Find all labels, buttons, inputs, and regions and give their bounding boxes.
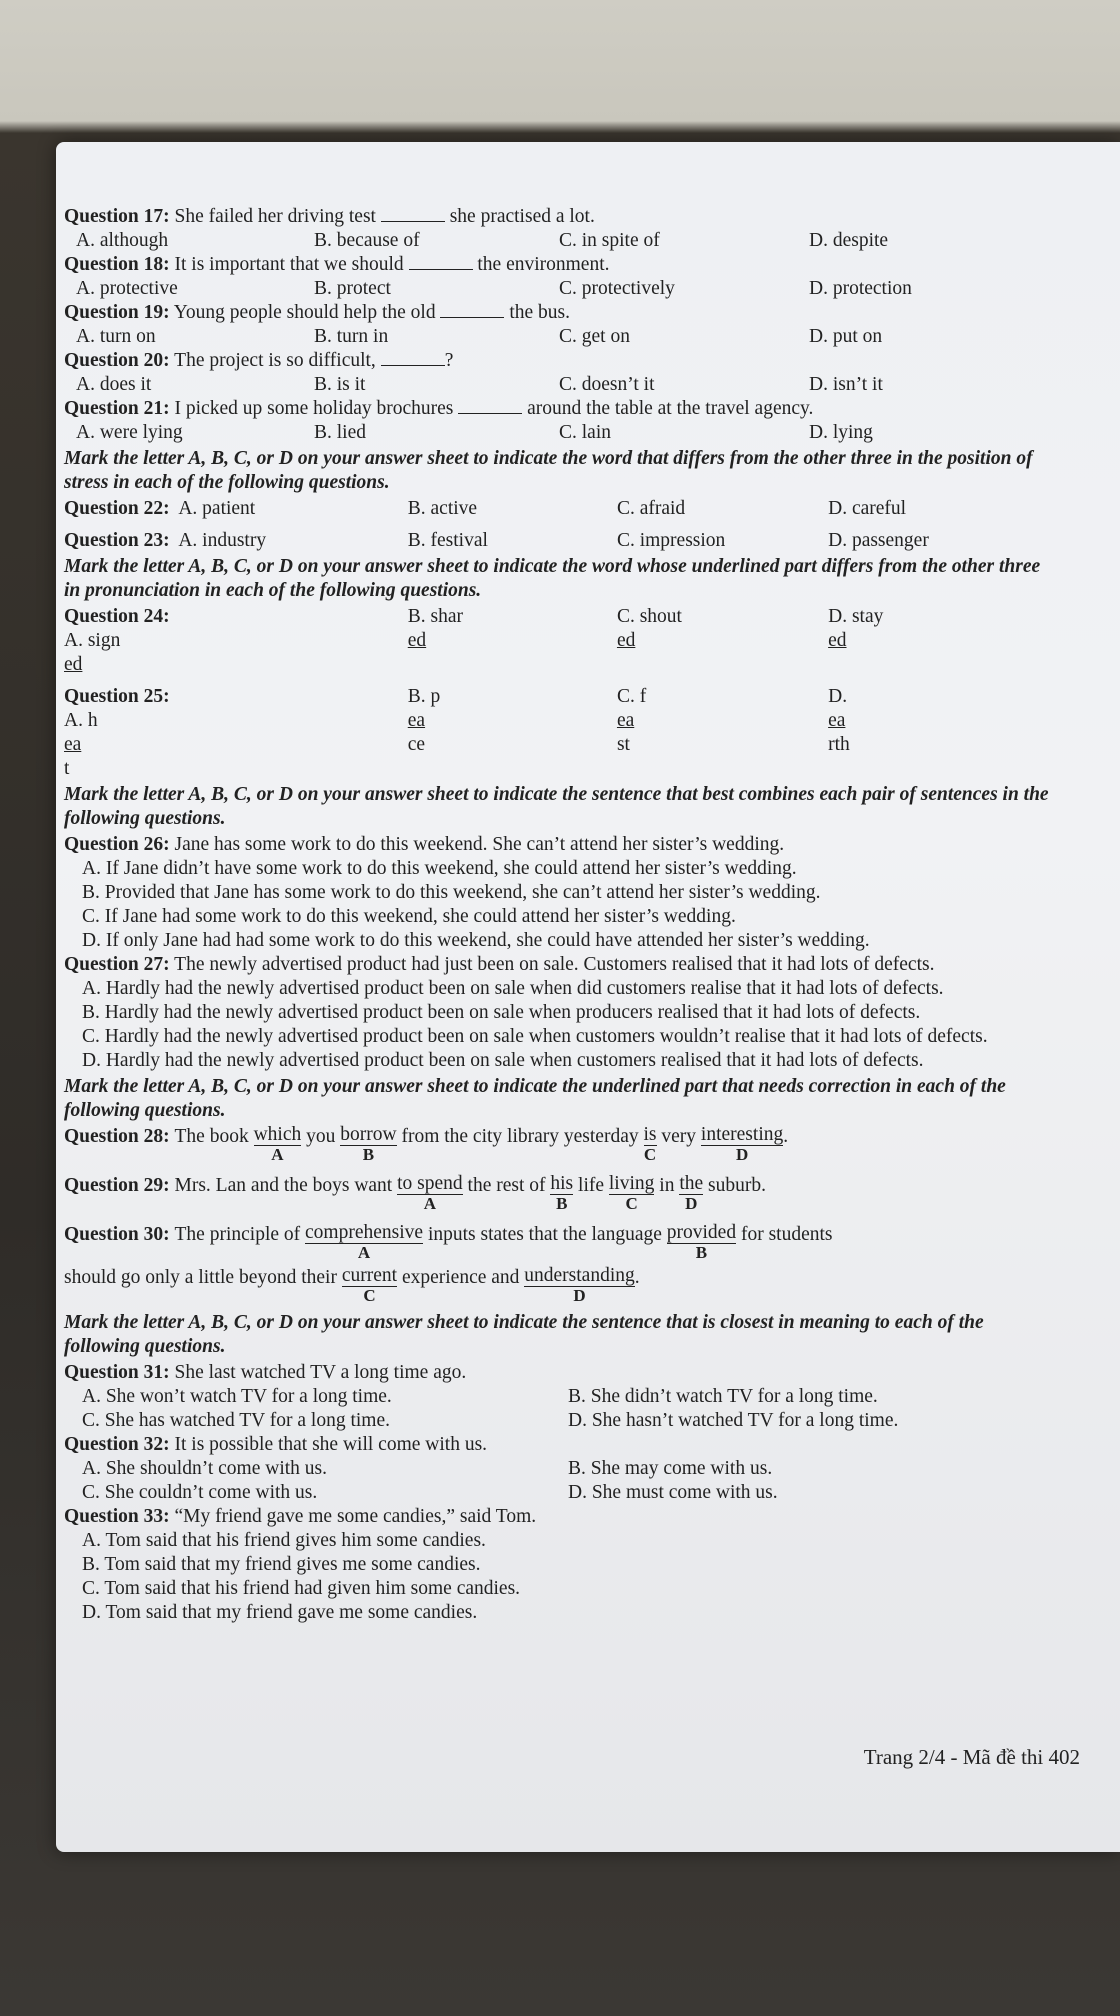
error-option-d: the D xyxy=(679,1173,704,1213)
question-label: Question 25: xyxy=(64,686,170,707)
option-c: C. She has watched TV for a long time. xyxy=(82,1410,390,1431)
sentence-text: the rest of xyxy=(467,1175,546,1196)
question-20 xyxy=(64,349,1054,397)
option-b: B. She didn’t watch TV for a long time. xyxy=(568,1386,878,1407)
sentence-text: should go only a little beyond their xyxy=(64,1267,337,1288)
question-label: Question 30: xyxy=(64,1224,170,1245)
question-label: Question 32: xyxy=(64,1434,170,1455)
question-31 xyxy=(64,1361,1054,1433)
option-a: A. were lying xyxy=(76,422,183,443)
error-option-c: living C xyxy=(608,1173,655,1213)
option-b: B. because of xyxy=(314,230,420,251)
answer-blank xyxy=(440,301,504,318)
sentence-text: The principle of xyxy=(174,1224,301,1245)
option-d: D. ea rth xyxy=(828,686,850,755)
option-c: C. doesn’t it xyxy=(559,374,655,395)
question-label: Question 27: xyxy=(64,954,170,975)
answer-blank xyxy=(409,253,473,270)
question-stem: I picked up some holiday brochures xyxy=(174,398,454,419)
question-label: Question 31: xyxy=(64,1362,170,1383)
option-b: B. Provided that Jane has some work to do this weekend, she can’t attend her sister’s wedding. xyxy=(82,882,821,903)
option-b: B. festival xyxy=(407,530,488,551)
question-stem: the environment. xyxy=(477,254,610,275)
question-26 xyxy=(64,833,1054,953)
question-label: Question 26: xyxy=(64,834,170,855)
option-d: D. lying xyxy=(809,422,873,443)
question-label: Question 17: xyxy=(64,206,170,227)
option-d: D. Tom said that my friend gave me some candies. xyxy=(82,1602,478,1623)
question-label: Question 18: xyxy=(64,254,170,275)
question-18 xyxy=(64,253,1054,301)
option-a: A. If Jane didn’t have some work to do this weekend, she could attend her sister’s wedding. xyxy=(82,858,797,879)
question-stem: the bus. xyxy=(509,302,571,323)
question-30 xyxy=(64,1223,1054,1305)
question-25 xyxy=(64,685,1054,781)
option-d: D. protection xyxy=(809,278,912,299)
question-32 xyxy=(64,1433,1054,1505)
sentence-text: very xyxy=(661,1126,697,1147)
option-c: C. f ea st xyxy=(616,686,647,755)
question-label: Question 21: xyxy=(64,398,170,419)
error-option-d: interesting D xyxy=(700,1124,784,1164)
sentence-text: for students xyxy=(740,1224,833,1245)
error-option-d: understanding D xyxy=(524,1265,635,1305)
option-c: C. protectively xyxy=(559,278,675,299)
question-19 xyxy=(64,301,1054,349)
question-stem: Young people should help the old xyxy=(173,302,436,323)
answer-blank xyxy=(381,205,445,222)
sentence-text: you xyxy=(306,1126,336,1147)
question-21 xyxy=(64,397,1054,445)
question-29 xyxy=(64,1174,1054,1213)
sentence-text: . xyxy=(783,1126,789,1147)
sentence-text: from the city library yesterday xyxy=(401,1126,639,1147)
question-stem: “My friend gave me some candies,” said Tom. xyxy=(174,1506,537,1527)
sentence-text: suburb. xyxy=(708,1175,766,1196)
sentence-text: in xyxy=(659,1175,675,1196)
option-b: B. protect xyxy=(314,278,391,299)
option-a: A. although xyxy=(76,230,169,251)
sentence-text: . xyxy=(634,1267,640,1288)
option-a: A. protective xyxy=(76,278,178,299)
question-stem: Jane has some work to do this weekend. She can’t attend her sister’s wedding. xyxy=(174,834,785,855)
option-d: D. stay ed xyxy=(828,606,884,651)
option-b: B. Tom said that my friend gives me some candies. xyxy=(82,1554,481,1575)
option-d: D. put on xyxy=(809,326,883,347)
sentence-text: experience and xyxy=(401,1267,520,1288)
option-a: A. industry xyxy=(178,530,267,551)
question-label: Question 19: xyxy=(64,302,170,323)
option-c: C. Hardly had the newly advertised product been on sale when customers wouldn’t realise that it had lots of defects. xyxy=(82,1026,988,1047)
question-33 xyxy=(64,1505,1054,1625)
option-d: D. isn’t it xyxy=(809,374,883,395)
question-stem: The newly advertised product had just been on sale. Customers realised that it had lots of defects. xyxy=(174,954,935,975)
error-option-c: $\frac{is}{C}$ xyxy=(643,1124,657,1164)
section-instruction-combine: Mark the letter A, B, C, or D on your answer sheet to indicate the sentence that best combines each pair of sentences in the following questions. xyxy=(64,784,1049,829)
section-instruction-pronunciation: Mark the letter A, B, C, or D on your answer sheet to indicate the word whose underlined part differs from the other three in pronunciation in each of the following questions. xyxy=(64,556,1041,601)
option-b: B. She may come with us. xyxy=(568,1458,773,1479)
option-c: C. afraid xyxy=(616,498,686,519)
option-b: B. active xyxy=(407,498,478,519)
sentence-text: The book xyxy=(174,1126,249,1147)
question-label: Question 23: xyxy=(64,530,170,551)
error-option-a: which A xyxy=(253,1124,302,1164)
option-a: A. She won’t watch TV for a long time. xyxy=(82,1386,392,1407)
question-label: Question 24: xyxy=(64,606,170,627)
option-c: C. If Jane had some work to do this weekend, she could attend her sister’s wedding. xyxy=(82,906,736,927)
question-stem: around the table at the travel agency. xyxy=(527,398,814,419)
option-b: B. p ea ce xyxy=(407,686,441,755)
option-b: B. lied xyxy=(314,422,366,443)
question-28 xyxy=(64,1125,1054,1164)
error-option-a: to spend A xyxy=(397,1173,463,1213)
question-27 xyxy=(64,953,1054,1073)
error-option-b: borrow B xyxy=(340,1124,397,1164)
answer-blank xyxy=(458,397,522,414)
question-17 xyxy=(64,205,1054,253)
option-d: D. She hasn’t watched TV for a long time. xyxy=(568,1410,899,1431)
section-instruction-meaning: Mark the letter A, B, C, or D on your answer sheet to indicate the sentence that is closest in meaning to each of the following questions. xyxy=(64,1312,984,1357)
sentence-text: inputs states that the language xyxy=(427,1224,662,1245)
option-a: A. patient xyxy=(178,498,256,519)
option-a: A. turn on xyxy=(76,326,156,347)
option-d: D. Hardly had the newly advertised product been on sale when customers realised that it had lots of defects. xyxy=(82,1050,924,1071)
question-stem: ? xyxy=(444,350,454,371)
sentence-text: life xyxy=(578,1175,605,1196)
question-stem: It is important that we should xyxy=(174,254,404,275)
section-instruction-correction: Mark the letter A, B, C, or D on your answer sheet to indicate the underlined part that needs correction in each of the following questions. xyxy=(64,1076,1006,1121)
question-stem: She failed her driving test xyxy=(174,206,376,227)
question-stem: The project is so difficult, xyxy=(174,350,376,371)
option-a: A. Tom said that his friend gives him some candies. xyxy=(82,1530,486,1551)
option-a: A. Hardly had the newly advertised product been on sale when did customers realise that it had lots of defects. xyxy=(82,978,944,999)
option-c: C. She couldn’t come with us. xyxy=(82,1482,318,1503)
question-label: Question 20: xyxy=(64,350,170,371)
question-label: Question 22: xyxy=(64,498,170,519)
option-d: D. passenger xyxy=(828,530,929,551)
option-b: B. shar ed xyxy=(407,606,463,651)
error-option-b: provided B xyxy=(666,1222,737,1262)
option-c: C. lain xyxy=(559,422,611,443)
option-d: D. If only Jane had had some work to do this weekend, she could have attended her sister’s wedding. xyxy=(82,930,870,951)
error-option-c: current C xyxy=(341,1265,398,1305)
question-stem: It is possible that she will come with us. xyxy=(174,1434,488,1455)
option-d: D. despite xyxy=(809,230,889,251)
question-22 xyxy=(64,497,1054,521)
option-c: C. shout ed xyxy=(616,606,682,651)
option-c: C. Tom said that his friend had given him some candies. xyxy=(82,1578,521,1599)
question-24 xyxy=(64,605,1054,677)
exam-page-content xyxy=(64,205,1054,1625)
question-23 xyxy=(64,529,1054,553)
error-option-a: comprehensive A xyxy=(305,1222,424,1262)
option-b: B. turn in xyxy=(314,326,389,347)
option-a: A. She shouldn’t come with us. xyxy=(82,1458,328,1479)
question-label: Question 28: xyxy=(64,1126,170,1147)
section-instruction-stress: Mark the letter A, B, C, or D on your answer sheet to indicate the word that differs from the other three in the position of stress in each of the following questions. xyxy=(64,448,1033,493)
option-c: C. get on xyxy=(559,326,630,347)
option-c: C. impression xyxy=(616,530,726,551)
question-label: Question 33: xyxy=(64,1506,170,1527)
question-label: Question 29: xyxy=(64,1175,170,1196)
option-a: A. sign ed xyxy=(64,630,121,675)
error-option-b: his B xyxy=(550,1173,574,1213)
option-c: C. in spite of xyxy=(559,230,660,251)
option-d: D. careful xyxy=(828,498,907,519)
question-stem: She last watched TV a long time ago. xyxy=(174,1362,467,1383)
option-d: D. She must come with us. xyxy=(568,1482,778,1503)
sentence-text: Mrs. Lan and the boys want xyxy=(174,1175,393,1196)
question-stem: she practised a lot. xyxy=(449,206,595,227)
answer-blank xyxy=(381,349,445,366)
option-a: A. h ea t xyxy=(64,710,98,779)
option-b: B. Hardly had the newly advertised product been on sale when producers realised that it had lots of defects. xyxy=(82,1002,921,1023)
option-b: B. is it xyxy=(314,374,366,395)
page-footer: Trang 2/4 - Mã đề thi 402 xyxy=(863,1745,1080,1769)
option-a: A. does it xyxy=(76,374,152,395)
